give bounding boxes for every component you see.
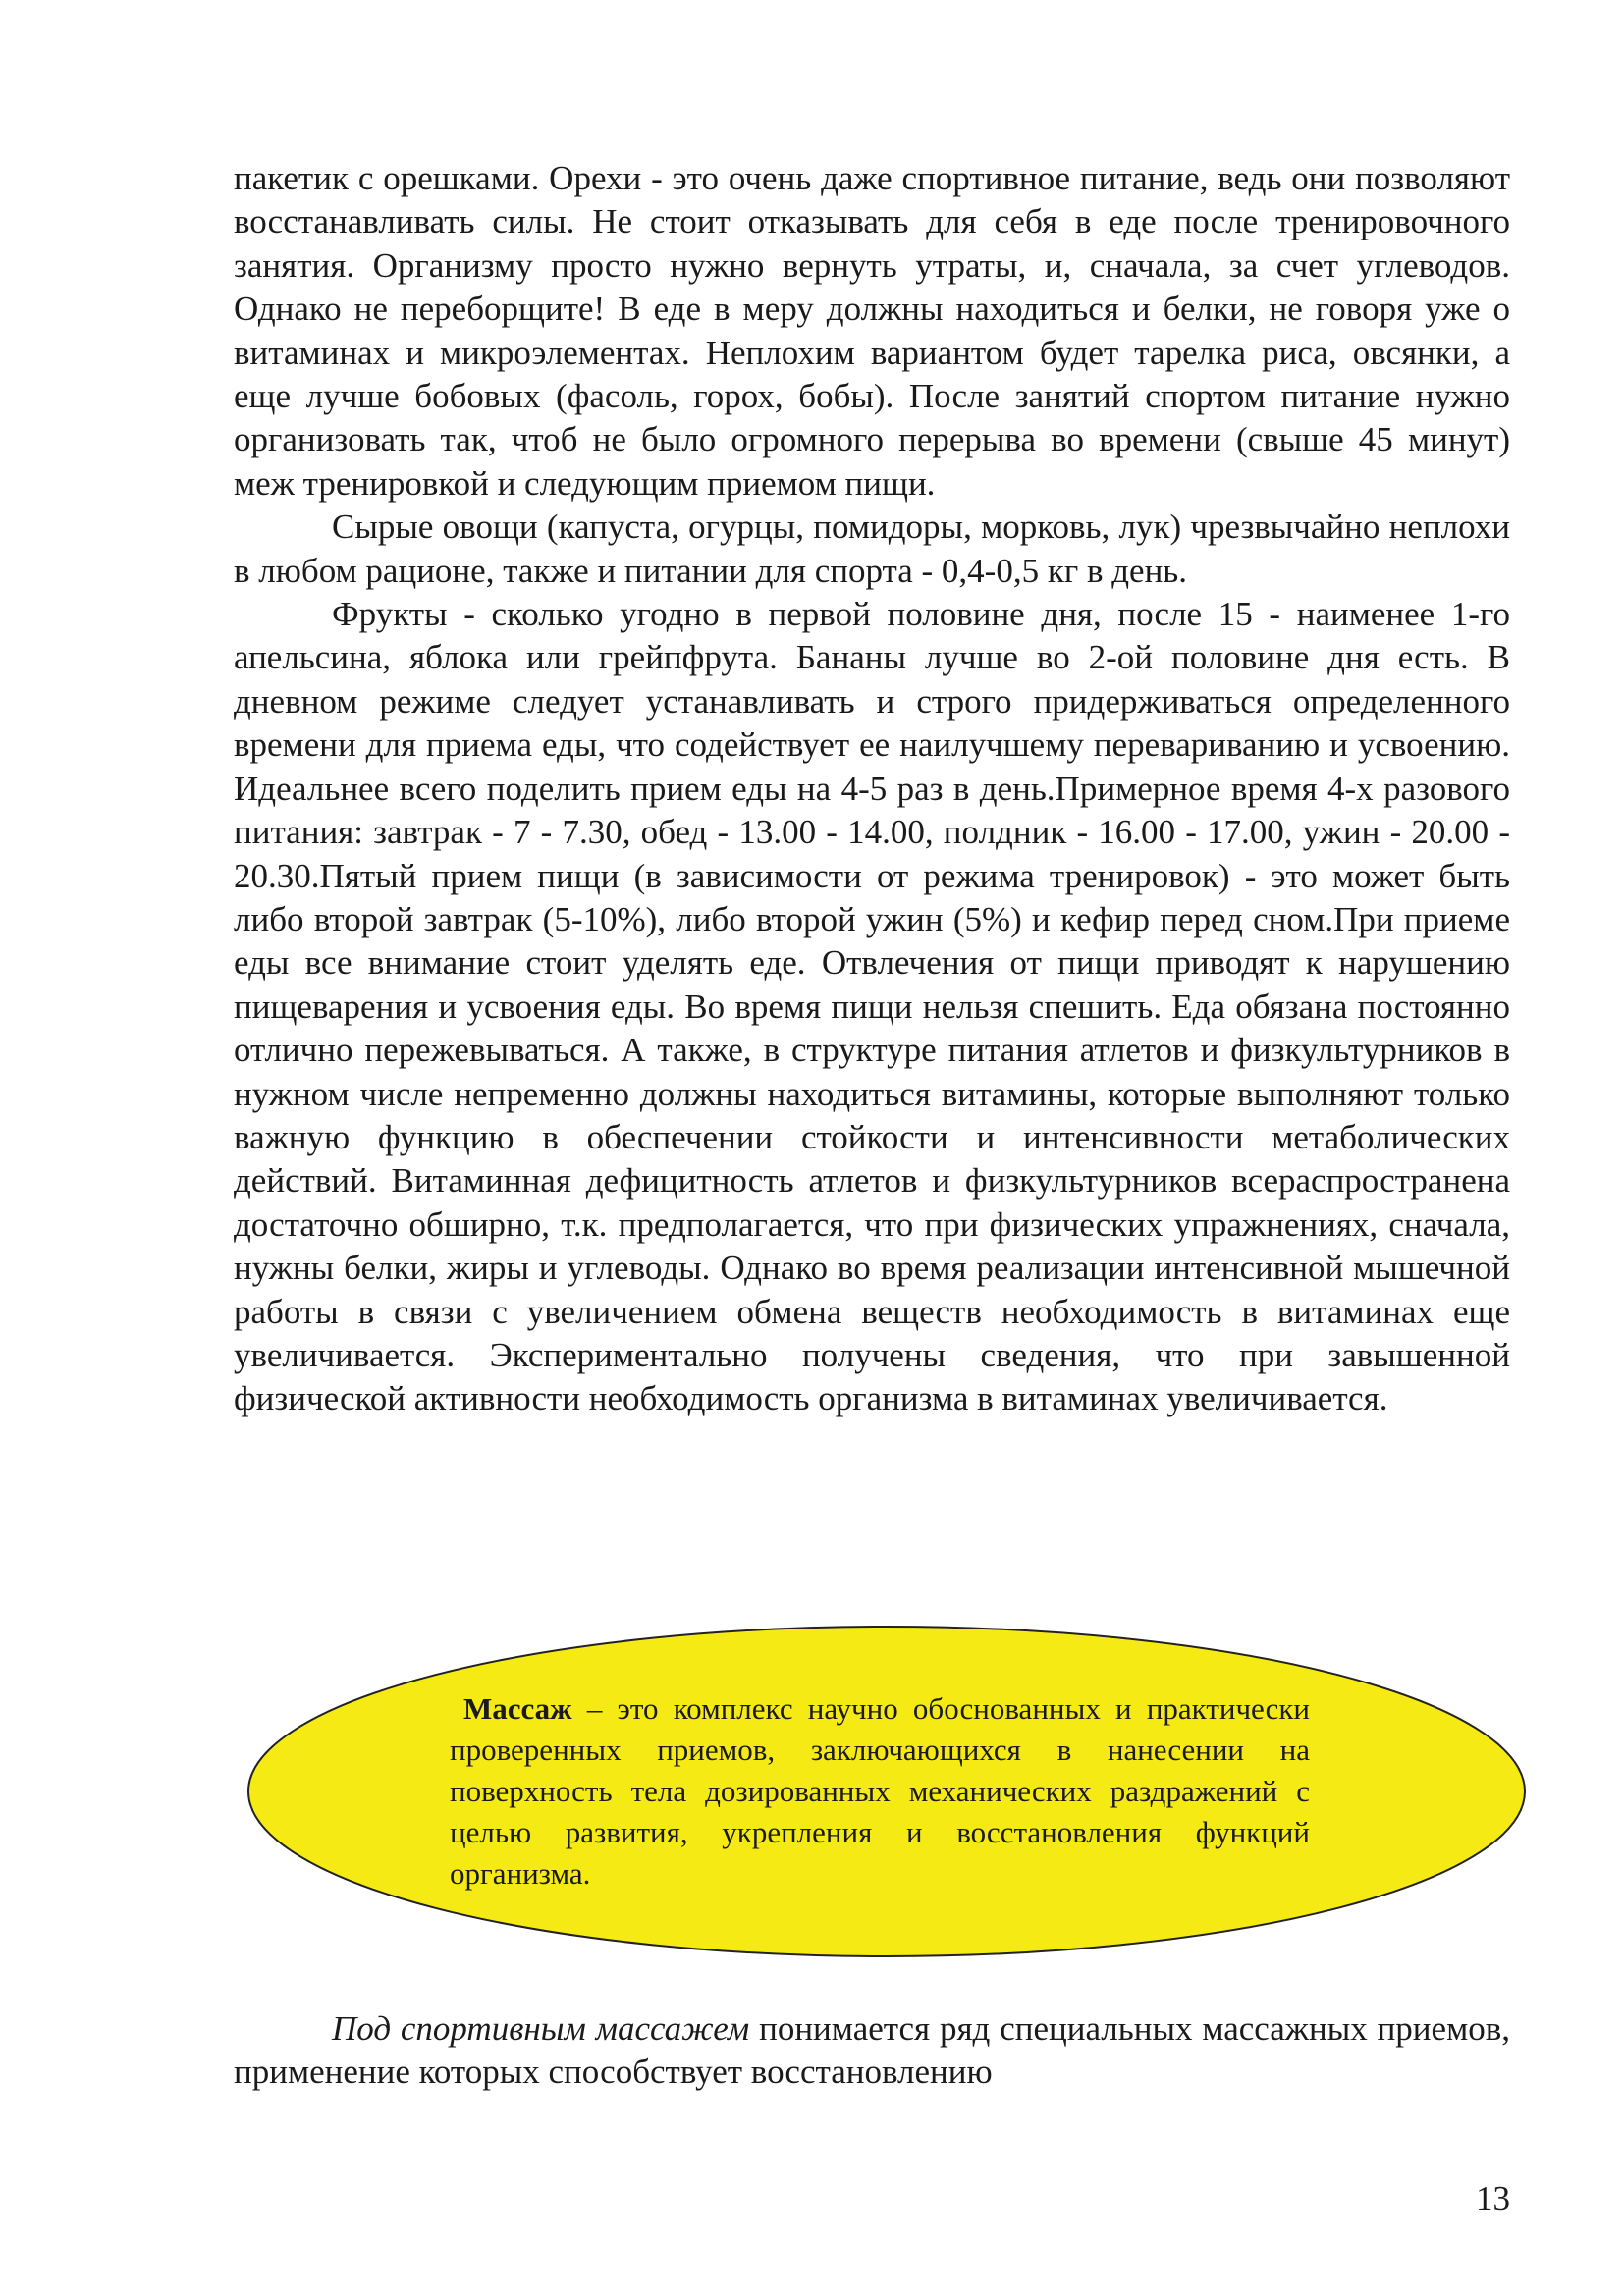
- massage-definition: – это комплекс научно обоснованных и практически проверенных приемов, заключающихся в нанесении на поверхность тела дозированных механических раздражений с целью развития, укрепления и восстановления функций организма.: [450, 1691, 1310, 1891]
- sport-massage-text: [234, 2007, 1510, 2095]
- sport-massage-term: Под спортивным массажем: [332, 2009, 750, 2048]
- page-number: 13: [1476, 2179, 1510, 2217]
- sport-massage-paragraph: [234, 2007, 1510, 2095]
- paragraph-raw-vegetables: Сырые овощи (капуста, огурцы, помидоры, морковь, лук) чрезвычайно неплохи в любом рационе, также и питании для спорта - 0,4-0,5 кг в день.: [234, 507, 1510, 590]
- massage-definition-text: [450, 1688, 1310, 1895]
- massage-definition-callout: [242, 1620, 1532, 1963]
- sport-massage-rest: понимается ряд специальных массажных приемов, применение которых способствует восстановлению: [234, 2009, 1510, 2092]
- massage-term: Массаж: [463, 1691, 572, 1726]
- paragraph-fruits-schedule: Фрукты - сколько угодно в первой половине дня, после 15 - наименее 1-го апельсина, яблока или грейпфрута. Бананы лучше во 2-ой половине дня есть. В дневном режиме следует устанавливать и строго придерживаться определенного времени для приема еды, что содействует ее наилучшему перевариванию и усвоению. Идеальнее всего поделить прием еды на 4-5 раз в день.Примерное время 4-х разового питания: завтрак - 7 - 7.30, обед - 13.00 - 14.00, полдник - 16.00 - 17.00, ужин - 20.00 - 20.30.Пятый прием пищи (в зависимости от режима тренировок) - это может быть либо второй завтрак (5-10%), либо второй ужин (5%) и кефир перед сном.При приеме еды все внимание стоит уделять еде. Отвлечения от пищи приводят к нарушению пищеварения и усвоения еды. Во время пищи нельзя спешить. Еда обязана постоянно отлично пережевываться. А также, в структуре питания атлетов и физкультурников в нужном числе непременно должны находиться витамины, которые выполняют только важную функцию в обеспечении стойкости и интенсивности метаболических действий. Витаминная дефицитность атлетов и физкультурников всераспространена достаточно обширно, т.к. предполагается, что при физических упражнениях, сначала, нужны белки, жиры и углеводы. Однако во время реализации интенсивной мышечной работы в связи с увеличением обмена веществ необходимость в витаминах еще увеличивается. Экспериментально получены сведения, что при завышенной физической активности необходимость организма в витаминах увеличивается.: [234, 595, 1510, 1418]
- main-text-block: [234, 157, 1510, 1421]
- paragraph-nuts-nutrition: пакетик с орешками. Орехи - это очень даже спортивное питание, ведь они позволяют восстанавливать силы. Не стоит отказывать для себя в еде после тренировочного занятия. Организму просто нужно вернуть утраты, и, сначала, за счет углеводов. Однако не переборщите! В еде в меру должны находиться и белки, не говоря уже о витаминах и микроэлементах. Неплохим вариантом будет тарелка риса, овсянки, а еще лучше бобовых (фасоль, горох, бобы). После занятий спортом питание нужно организовать так, чтоб не было огромного перерыва во времени (свыше 45 минут) меж тренировкой и следующим приемом пищи.: [234, 159, 1510, 503]
